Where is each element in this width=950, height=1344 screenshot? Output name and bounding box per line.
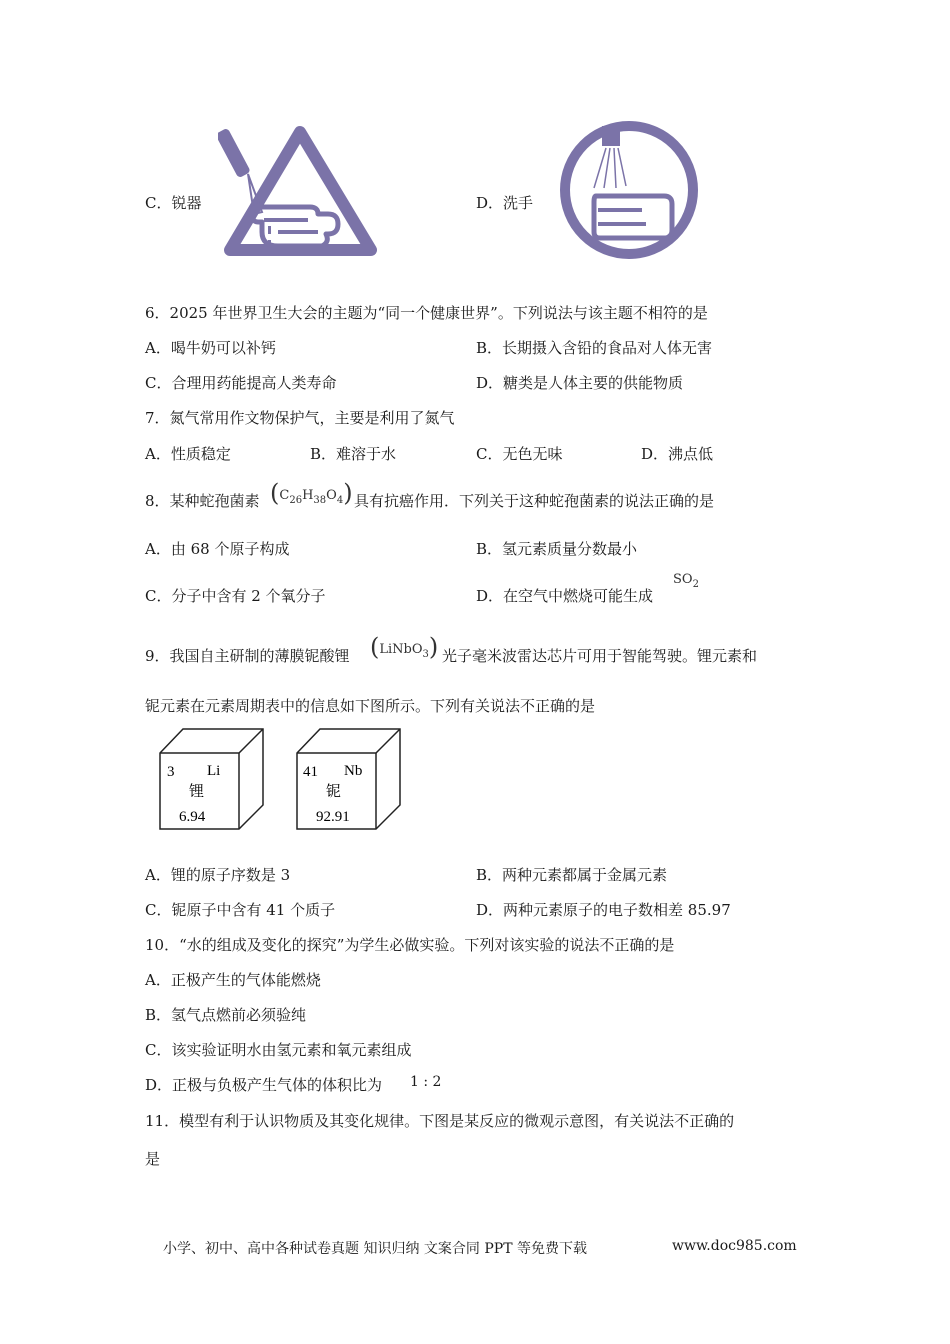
q9-option-b: B．两种元素都属于金属元素 <box>476 866 668 884</box>
q11-stem-line2: 是 <box>145 1150 161 1168</box>
q8-stem-post: 具有抗癌作用．下列关于这种蛇孢菌素的说法正确的是 <box>354 492 715 510</box>
option-d-wash-hands: D．洗手 <box>476 194 534 212</box>
q7-option-c: C．无色无味 <box>476 445 563 463</box>
q10-option-a: A．正极产生的气体能燃烧 <box>145 971 321 989</box>
q9-option-d: D．两种元素原子的电子数相差 85.97 <box>476 901 731 919</box>
li-mass: 6.94 <box>179 809 206 825</box>
q9-stem-line2: 铌元素在元素周期表中的信息如下图所示。下列有关说法不正确的是 <box>145 697 596 715</box>
q9-option-c: C．铌原子中含有 41 个质子 <box>145 901 336 919</box>
q7-stem: 7．氮气常用作文物保护气，主要是利用了氮气 <box>145 409 455 427</box>
q6-option-c: C．合理用药能提高人类寿命 <box>145 374 337 392</box>
niobium-element-cell <box>292 725 404 833</box>
q9-stem-pre: 9．我国自主研制的薄膜铌酸锂 <box>145 647 350 665</box>
q8-so2-formula: $SO_2$ <box>673 572 699 590</box>
q10-option-c: C．该实验证明水由氢元素和氧元素组成 <box>145 1041 412 1059</box>
q10-option-b: B．氢气点燃前必须验纯 <box>145 1006 307 1024</box>
q6-option-b: B．长期摄入含铅的食品对人体无害 <box>476 339 713 357</box>
q7-option-b: B．难溶于水 <box>310 445 397 463</box>
option-c-sharp: C．锐器 <box>145 194 202 212</box>
q10-stem: 10．“水的组成及变化的探究”为学生必做实验。下列对该实验的说法不正确的是 <box>145 936 675 954</box>
q8-option-a: A．由 68 个原子构成 <box>145 540 290 558</box>
nb-name: 铌 <box>326 784 342 800</box>
q9-stem-post: 光子毫米波雷达芯片可用于智能驾驶。锂元素和 <box>442 647 758 665</box>
li-name: 锂 <box>189 784 205 800</box>
q8-option-c: C．分子中含有 2 个氧分子 <box>145 587 326 605</box>
q9-option-a: A．锂的原子序数是 3 <box>145 866 291 884</box>
q8-formula: $(C_{26}H_{38}O_4)$ <box>270 479 353 507</box>
li-symbol: Li <box>207 763 221 779</box>
q7-option-d: D．沸点低 <box>641 445 714 463</box>
nb-mass: 92.91 <box>316 809 350 825</box>
lithium-element-cell <box>155 725 267 833</box>
q6-stem: 6．2025 年世界卫生大会的主题为“同一个健康世界”。下列说法与该主题不相符的是 <box>145 304 708 322</box>
q8-option-d: D．在空气中燃烧可能生成 <box>476 587 654 605</box>
q10-option-d: D．正极与负极产生气体的体积比为 <box>145 1076 383 1094</box>
nb-symbol: Nb <box>344 763 363 779</box>
hand-washing-icon <box>554 118 704 263</box>
q8-option-b: B．氢元素质量分数最小 <box>476 540 638 558</box>
footer-url[interactable]: www.doc985.com <box>672 1238 797 1254</box>
q6-option-a: A．喝牛奶可以补钙 <box>145 339 276 357</box>
li-number: 3 <box>167 764 175 780</box>
footer-text: 小学、初中、高中各种试卷真题 知识归纳 文案合同 PPT 等免费下载 <box>163 1241 587 1257</box>
q9-formula: (LiNbO$_3$) <box>370 633 439 661</box>
q8-stem-pre: 8．某种蛇孢菌素 <box>145 492 260 510</box>
sharp-objects-icon <box>218 122 383 264</box>
nb-number: 41 <box>303 764 318 780</box>
q11-stem-line1: 11．模型有利于认识物质及其变化规律。下图是某反应的微观示意图，有关说法不正确的 <box>145 1112 735 1130</box>
q7-option-a: A．性质稳定 <box>145 445 231 463</box>
q10-ratio: 1 : 2 <box>410 1074 442 1090</box>
q6-option-d: D．糖类是人体主要的供能物质 <box>476 374 684 392</box>
